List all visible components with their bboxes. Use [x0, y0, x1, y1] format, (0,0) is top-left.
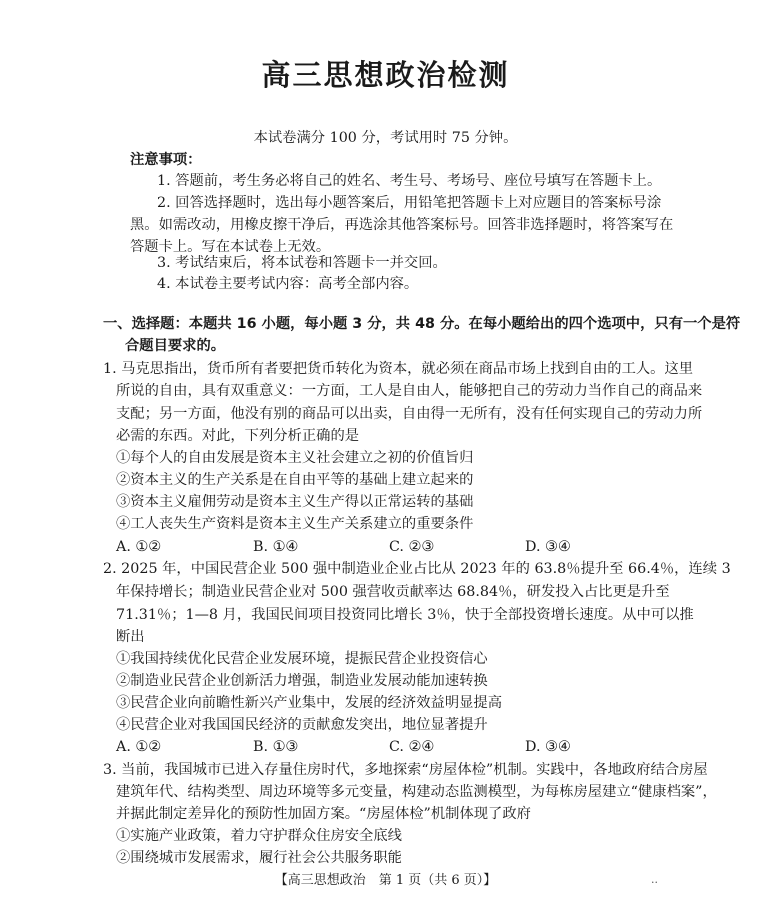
notice-line: 答题卡上。写在本试卷上无效。	[130, 239, 331, 255]
question-1-option-d: D. ③④	[525, 539, 571, 555]
question-3-line: 3. 当前，我国城市已进入存量住房时代，多地探索“房屋体检”机制。实践中，各地政府结合房屋	[103, 762, 708, 778]
question-2-line: 断出	[116, 629, 145, 645]
notice-line: 3. 考试结束后，将本试卷和答题卡一并交回。	[157, 255, 447, 271]
question-2-line: 71.31％；1—8 月，我国民间项目投资同比增长 3％，快于全部投资增长速度。从中可以推	[116, 607, 694, 623]
question-2-option-a: A. ①②	[116, 739, 162, 755]
question-2-option-c: C. ②④	[389, 739, 435, 755]
exam-info: 本试卷满分 100 分，考试用时 75 分钟。	[253, 130, 518, 146]
question-2-statement: ④民营企业对我国国民经济的贡献愈发突出，地位显著提升	[116, 717, 488, 733]
question-3-line: 并据此制定差异化的预防性加固方案。“房屋体检”机制体现了政府	[116, 806, 531, 822]
page-title: 高三思想政治检测	[261, 58, 510, 92]
question-2-statement: ①我国持续优化民营企业发展环境，提振民营企业投资信心	[116, 651, 488, 667]
section-heading: 一、选择题：本题共 16 小题，每小题 3 分，共 48 分。在每小题给出的四个选项中，只有一个是符	[103, 316, 741, 332]
question-3-statement: ①实施产业政策，着力守护群众住房安全底线	[116, 828, 402, 844]
notice-line: 2. 回答选择题时，选出每小题答案后，用铅笔把答题卡上对应题目的答案标号涂	[157, 195, 662, 211]
notice-line: 黑。如需改动，用橡皮擦干净后，再选涂其他答案标号。回答非选择题时，将答案写在	[130, 217, 674, 233]
question-1-statement: ④工人丧失生产资料是资本主义生产关系建立的重要条件	[116, 516, 474, 532]
corner-mark: ··	[651, 876, 658, 889]
question-2-line: 年保持增长；制造业民营企业对 500 强营收贡献率达 68.84％，研发投入占比更是升至	[116, 584, 670, 600]
notice-heading: 注意事项：	[130, 152, 202, 168]
question-3-line: 建筑年代、结构类型、周边环境等多元变量，构建动态监测模型，为每栋房屋建立“健康档案”，	[116, 784, 717, 800]
question-1-option-c: C. ②③	[389, 539, 435, 555]
question-1-statement: ③资本主义雇佣劳动是资本主义生产得以正常运转的基础	[116, 494, 474, 510]
question-1-statement: ②资本主义的生产关系是在自由平等的基础上建立起来的	[116, 472, 474, 488]
question-1-line: 必需的东西。对此，下列分析正确的是	[116, 428, 360, 444]
question-1-option-a: A. ①②	[116, 539, 162, 555]
notice-line: 4. 本试卷主要考试内容：高考全部内容。	[157, 276, 419, 292]
question-2-statement: ②制造业民营企业创新活力增强，制造业发展动能加速转换	[116, 673, 488, 689]
question-2-option-d: D. ③④	[525, 739, 571, 755]
question-1-statement: ①每个人的自由发展是资本主义社会建立之初的价值旨归	[116, 450, 474, 466]
question-1-line: 1. 马克思指出，货币所有者要把货币转化为资本，就必须在商品市场上找到自由的工人。这里	[103, 361, 694, 377]
notice-line: 1. 答题前，考生务必将自己的姓名、考生号、考场号、座位号填写在答题卡上。	[157, 173, 662, 189]
question-1-option-b: B. ①④	[253, 539, 299, 555]
question-2-line: 2. 2025 年，中国民营企业 500 强中制造业企业占比从 2023 年的 63.8％提升至 66.4％，连续 3	[103, 561, 731, 577]
question-2-statement: ③民营企业向前瞻性新兴产业集中，发展的经济效益明显提高	[116, 695, 503, 711]
question-1-line: 支配；另一方面，他没有别的商品可以出卖，自由得一无所有，没有任何实现自己的劳动力所	[116, 406, 703, 422]
question-2-option-b: B. ①③	[253, 739, 299, 755]
question-3-statement: ②围绕城市发展需求，履行社会公共服务职能	[116, 850, 402, 866]
section-heading-cont: 合题目要求的。	[125, 338, 226, 354]
question-1-line: 所说的自由，具有双重意义：一方面，工人是自由人，能够把自己的劳动力当作自己的商品来	[116, 383, 703, 399]
page-footer: 【高三思想政治 第 1 页（共 6 页）】	[274, 873, 497, 888]
